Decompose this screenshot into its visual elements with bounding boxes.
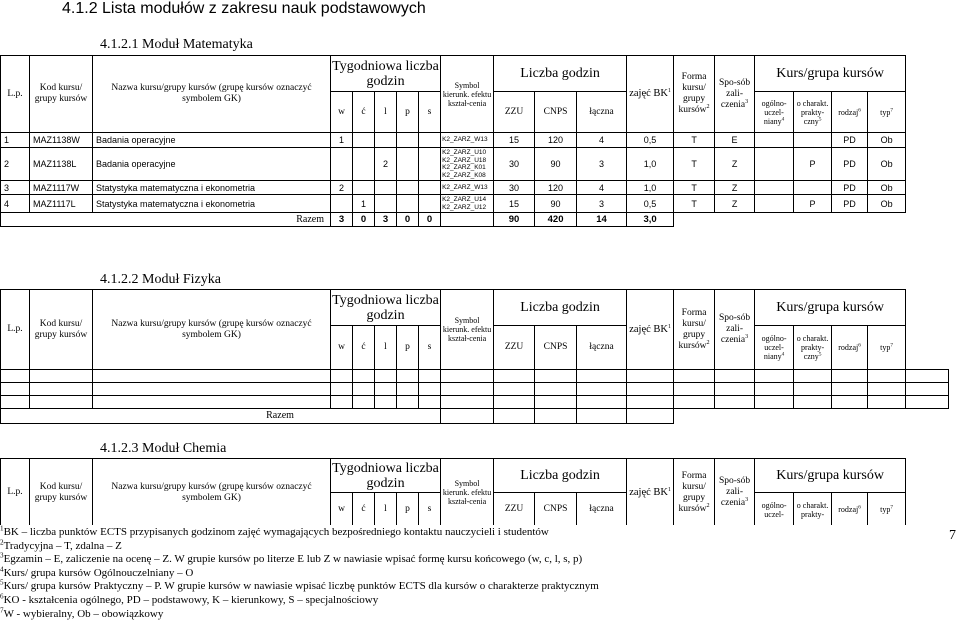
chem-header-kod: Kod kursu/ grupy kursów — [30, 459, 93, 527]
cell-p — [397, 195, 419, 213]
symbol-code: K2_ZARZ_U14 — [442, 196, 487, 203]
footnote — [0, 537, 599, 554]
module-title-matematyka: 4.1.2.1 Moduł Matematyka — [100, 37, 253, 52]
fiz-header-l: l — [375, 326, 397, 370]
razem-s: 0 — [419, 213, 441, 227]
cell-l — [375, 133, 397, 148]
cell-forma: T — [674, 133, 715, 148]
header-typ — [868, 92, 906, 133]
cell-cnps: 90 — [535, 148, 577, 181]
razem-c: 0 — [353, 213, 375, 227]
footnote — [0, 553, 599, 567]
cell-lp: 1 — [1, 133, 30, 148]
module-title-fizyka: 4.1.2.2 Moduł Fizyka — [100, 272, 221, 287]
fiz-header-p: p — [397, 326, 419, 370]
chem-sup-typ: 7 — [890, 504, 893, 511]
empty-cell — [30, 383, 93, 396]
cell-typ: Ob — [868, 133, 906, 148]
footnote-text: Kurs/ grupa kursów Ogólnouczelniany – O — [3, 566, 194, 579]
fiz-header-s: s — [419, 326, 441, 370]
fiz-header-w: w — [331, 326, 353, 370]
header-typ-label: typ — [880, 107, 891, 117]
footnote — [0, 580, 599, 594]
header-sposob-label: Spo-sób zali-czenia — [718, 77, 751, 110]
cell-symbol — [441, 148, 494, 181]
fiz-header-cnps: CNPS — [535, 326, 577, 370]
cell-l — [375, 181, 397, 195]
chem-header-symbol: Symbol kierunk. efektu kształ-cenia — [441, 459, 494, 527]
footnote-text: Egzamin – E, zaliczenie na ocenę – Z. W grupie kursów po literze E lub Z w nawiasie wpisać formę kursu końcowego (w, c, l, s, p) — [3, 553, 583, 566]
fiz-header-lp: L.p. — [1, 290, 30, 370]
empty-cell — [397, 396, 419, 409]
chem-header-charakt: o charakt. prakty- — [794, 493, 832, 527]
empty-cell — [577, 370, 627, 383]
footnote-marker: 5 — [0, 578, 4, 587]
sup-rodzaj: 6 — [858, 106, 861, 113]
empty-row — [1, 383, 949, 396]
fiz-header-zzu: ZZU — [494, 326, 535, 370]
chem-sup-rodzaj: 6 — [858, 504, 861, 511]
chem-header-zajec-label: zajęć BK — [629, 486, 668, 498]
razem-p: 0 — [397, 213, 419, 227]
empty-cell — [868, 396, 906, 409]
header-p: p — [397, 92, 419, 133]
header-l: l — [375, 92, 397, 133]
header-zzu: ZZU — [494, 92, 535, 133]
cell-l — [375, 195, 397, 213]
fiz-header-c: ć — [353, 326, 375, 370]
empty-cell — [535, 396, 577, 409]
cell-s — [419, 195, 441, 213]
chem-sup-bk: 1 — [667, 486, 671, 493]
footnote — [0, 605, 599, 621]
empty-cell — [906, 370, 949, 383]
chem-header-sposob-label: Spo-sób zali-czenia — [718, 476, 751, 509]
cell-ects: 0,5 — [627, 195, 674, 213]
cell-ogolno — [755, 195, 794, 213]
fiz-header-charakt — [794, 326, 832, 370]
cell-kod: MAZ1117W — [30, 181, 93, 195]
table-row — [1, 181, 949, 195]
matematyka-table — [0, 55, 949, 227]
cell-w: 2 — [331, 181, 353, 195]
cell-sposob: Z — [715, 195, 755, 213]
razem-symbol — [441, 213, 494, 227]
chem-header-ogolno: ogólno-uczel- — [755, 493, 794, 527]
cell-kod: MAZ1117L — [30, 195, 93, 213]
chem-header-typ — [868, 493, 906, 527]
razem-zzu: 90 — [494, 213, 535, 227]
footnote-marker: 4 — [0, 565, 4, 574]
cell-typ: Ob — [868, 181, 906, 195]
footnote-text: BK – liczba punktów ECTS przypisanych godzinom zajęć wymagających bezpośredniego kontaktu nauczycieli i studentów — [3, 526, 549, 538]
table-row — [1, 133, 949, 148]
empty-cell — [419, 370, 441, 383]
fiz-header-liczba-godzin: Liczba godzin — [494, 290, 627, 326]
cell-zzu: 30 — [494, 148, 535, 181]
chem-header-forma — [674, 459, 715, 527]
table-row — [1, 195, 949, 213]
sup-typ: 7 — [890, 106, 893, 113]
cell-cnps: 120 — [535, 181, 577, 195]
sup-sposob: 3 — [745, 98, 749, 105]
footnote-marker: 3 — [0, 551, 4, 560]
fiz-sup-typ: 7 — [890, 342, 893, 349]
fizyka-table — [0, 289, 949, 424]
cell-ogolno — [755, 181, 794, 195]
header-kurs-grupa: Kurs/grupa kursów — [755, 56, 906, 92]
fiz-header-rodzaj-label: rodzaj — [838, 343, 859, 352]
empty-cell — [627, 383, 674, 396]
empty-cell — [674, 383, 715, 396]
header-tygodniowa: Tygodniowa liczba godzin — [331, 56, 441, 92]
empty-cell — [93, 396, 331, 409]
header-symbol: Symbol kierunk. efektu kształ-cenia — [441, 56, 494, 133]
symbol-code: K2_ZARZ_U18 — [442, 156, 487, 164]
chem-sup-forma: 2 — [706, 502, 710, 509]
cell-laczna: 4 — [577, 133, 627, 148]
fiz-header-charakt-label: o charakt. prakty-czny — [796, 334, 829, 361]
fiz-header-ogolno-label: ogólno-uczel-niany — [761, 334, 787, 361]
table-row — [1, 148, 949, 181]
empty-cell — [375, 383, 397, 396]
chem-header-nazwa: Nazwa kursu/grupy kursów (grupę kursów oznaczyć symbolem GK) — [93, 459, 331, 527]
empty-cell — [755, 383, 794, 396]
fiz-sup-bk: 1 — [667, 323, 671, 330]
cell-rodzaj: PD — [832, 148, 868, 181]
empty-cell — [868, 370, 906, 383]
cell-zzu: 15 — [494, 133, 535, 148]
cell-ogolno — [755, 148, 794, 181]
chem-header-sposob — [715, 459, 755, 527]
empty-cell — [331, 370, 353, 383]
cell-nazwa: Statystyka matematyczna i ekonometria — [93, 181, 331, 195]
fiz-header-kurs-grupa: Kurs/grupa kursów — [755, 290, 906, 326]
cell-sposob: E — [715, 133, 755, 148]
sup-charakt: 5 — [818, 115, 822, 122]
empty-row — [1, 370, 949, 383]
header-w: w — [331, 92, 353, 133]
cell-kod: MAZ1138W — [30, 133, 93, 148]
cell-rodzaj: PD — [832, 133, 868, 148]
fiz-header-typ — [868, 326, 906, 370]
empty-cell — [353, 396, 375, 409]
footnotes — [0, 526, 599, 621]
symbol-code: K2_ZARZ_W13 — [442, 183, 488, 191]
chem-header-rodzaj-label: rodzaj — [838, 505, 859, 515]
fiz-header-laczna: łączna — [577, 326, 627, 370]
fiz-header-zajec-bk — [627, 290, 674, 370]
empty-cell — [494, 396, 535, 409]
empty-cell — [832, 383, 868, 396]
cell-p — [397, 133, 419, 148]
cell-cnps: 120 — [535, 133, 577, 148]
footnote-marker: 2 — [0, 537, 4, 546]
empty-cell — [535, 383, 577, 396]
cell-nazwa: Statystyka matematyczna i ekonometria — [93, 195, 331, 213]
empty-cell — [715, 370, 755, 383]
fiz-header-ogolno — [755, 326, 794, 370]
cell-ects: 1,0 — [627, 181, 674, 195]
fiz-header-nazwa: Nazwa kursu/grupy kursów (grupę kursów oznaczyć symbolem GK) — [93, 290, 331, 370]
header-kod: Kod kursu/ grupy kursów — [30, 56, 93, 133]
cell-c — [353, 148, 375, 181]
header-rodzaj — [832, 92, 868, 133]
razem-laczna: 14 — [577, 213, 627, 227]
cell-laczna: 4 — [577, 181, 627, 195]
razem-w: 3 — [331, 213, 353, 227]
empty-cell — [441, 370, 494, 383]
razem-label: Razem — [1, 213, 331, 227]
cell-zzu: 30 — [494, 181, 535, 195]
cell-l: 2 — [375, 148, 397, 181]
cell-forma: T — [674, 181, 715, 195]
footnote — [0, 594, 599, 608]
chem-header-laczna: łączna — [577, 493, 627, 527]
empty-cell — [441, 396, 494, 409]
fiz-header-typ-label: typ — [880, 343, 891, 352]
empty-cell — [494, 383, 535, 396]
cell-lp: 4 — [1, 195, 30, 213]
empty-cell — [30, 370, 93, 383]
empty-cell — [1, 383, 30, 396]
empty-cell — [331, 396, 353, 409]
empty-cell — [755, 396, 794, 409]
cell-symbol — [441, 133, 494, 148]
fiz-header-rodzaj — [832, 326, 868, 370]
cell-w — [331, 148, 353, 181]
cell-laczna: 3 — [577, 195, 627, 213]
empty-cell — [906, 396, 949, 409]
header-cnps: CNPS — [535, 92, 577, 133]
chem-header-forma-label: Forma kursu/ grupy kursów — [678, 470, 707, 514]
footnote — [0, 526, 599, 540]
empty-cell — [1, 396, 30, 409]
header-liczba-godzin: Liczba godzin — [494, 56, 627, 92]
empty-cell — [794, 383, 832, 396]
document-title: 4.1.2 Lista modułów z zakresu nauk podstawowych — [62, 0, 426, 17]
footnote — [0, 567, 599, 581]
fiz-header-zajec-label: zajęć BK — [629, 323, 668, 335]
empty-cell — [419, 396, 441, 409]
empty-cell — [441, 383, 494, 396]
cell-praktyczny: P — [794, 195, 832, 213]
empty-cell — [397, 383, 419, 396]
chem-header-c: ć — [353, 493, 375, 527]
chemia-table — [0, 458, 949, 527]
symbol-code: K2_ZARZ_K08 — [442, 171, 486, 179]
empty-cell — [353, 383, 375, 396]
empty-cell — [397, 370, 419, 383]
footnote-text: Kurs/ grupa kursów Praktyczny – P. W grupie kursów w nawiasie wpisać liczbę punktów ECTS dla kursów o charakterze praktycznym — [3, 580, 599, 593]
fiz-sup-forma: 2 — [706, 339, 710, 346]
empty-cell — [353, 370, 375, 383]
cell-rodzaj: PD — [832, 181, 868, 195]
empty-cell — [674, 370, 715, 383]
empty-cell — [627, 370, 674, 383]
chem-header-s: s — [419, 493, 441, 527]
cell-s — [419, 148, 441, 181]
footnote-marker: 1 — [0, 524, 4, 533]
cell-kod: MAZ1138L — [30, 148, 93, 181]
fiz-sup-charakt: 5 — [818, 351, 822, 358]
fiz-header-kod: Kod kursu/ grupy kursów — [30, 290, 93, 370]
cell-nazwa: Badania operacyjne — [93, 133, 331, 148]
header-zajec-bk — [627, 56, 674, 133]
header-sposob — [715, 56, 755, 133]
razem-cnps: 420 — [535, 213, 577, 227]
cell-c: 1 — [353, 195, 375, 213]
empty-cell — [832, 370, 868, 383]
cell-p — [397, 148, 419, 181]
header-lp: L.p. — [1, 56, 30, 133]
sup-bk: 1 — [667, 88, 671, 94]
empty-cell — [674, 396, 715, 409]
chem-header-lp: L.p. — [1, 459, 30, 527]
footnote-text: Tradycyjna – T, zdalna – Z — [3, 539, 122, 552]
fiz-header-tygodniowa: Tygodniowa liczba godzin — [331, 290, 441, 326]
empty-cell — [30, 396, 93, 409]
header-forma — [674, 56, 715, 133]
cell-sposob: Z — [715, 181, 755, 195]
header-ogolno-label: ogólno-uczel-niany — [761, 98, 787, 126]
symbol-code: K2_ZARZ_U12 — [442, 203, 487, 211]
fiz-sup-sposob: 3 — [745, 333, 749, 340]
cell-typ: Ob — [868, 195, 906, 213]
cell-typ: Ob — [868, 148, 906, 181]
empty-cell — [419, 383, 441, 396]
header-zajec-label: zajęć BK — [629, 88, 668, 99]
chem-sup-sposob: 3 — [745, 497, 749, 504]
cell-s — [419, 181, 441, 195]
fiz-header-forma-label: Forma kursu/ grupy kursów — [678, 307, 707, 351]
chem-header-zajec-bk — [627, 459, 674, 527]
fiz-sup-rodzaj: 6 — [858, 342, 861, 349]
cell-praktyczny — [794, 133, 832, 148]
header-laczna: łączna — [577, 92, 627, 133]
header-rodzaj-label: rodzaj — [838, 107, 859, 117]
cell-nazwa: Badania operacyjne — [93, 148, 331, 181]
razem-l: 3 — [375, 213, 397, 227]
empty-cell — [794, 370, 832, 383]
chem-header-kurs-grupa: Kurs/grupa kursów — [755, 459, 906, 493]
fiz-header-sposob-label: Spo-sób zali-czenia — [718, 313, 751, 345]
chem-header-l: l — [375, 493, 397, 527]
footnote-marker: 6 — [0, 592, 4, 601]
header-c: ć — [353, 92, 375, 133]
chem-header-typ-label: typ — [880, 505, 891, 515]
header-ogolno — [755, 92, 794, 133]
cell-s — [419, 133, 441, 148]
cell-p — [397, 181, 419, 195]
chem-header-liczba-godzin: Liczba godzin — [494, 459, 627, 493]
cell-symbol — [441, 181, 494, 195]
symbol-code: K2_ZARZ_U10 — [442, 149, 487, 156]
symbol-code: K2_ZARZ_W13 — [442, 136, 488, 144]
header-charakt — [794, 92, 832, 133]
empty-cell — [832, 396, 868, 409]
empty-cell — [375, 396, 397, 409]
chem-header-cnps: CNPS — [535, 493, 577, 527]
empty-cell — [535, 370, 577, 383]
fiz-sup-ogolno: 4 — [781, 351, 785, 358]
cell-sposob: Z — [715, 148, 755, 181]
header-charakt-label: o charakt. prakty-czny — [796, 98, 829, 126]
empty-cell — [93, 370, 331, 383]
header-s: s — [419, 92, 441, 133]
cell-lp: 3 — [1, 181, 30, 195]
razem-ects: 3,0 — [627, 213, 674, 227]
cell-rodzaj: PD — [832, 195, 868, 213]
cell-forma: T — [674, 195, 715, 213]
empty-cell — [331, 383, 353, 396]
cell-forma: T — [674, 148, 715, 181]
empty-cell — [93, 383, 331, 396]
empty-row — [1, 396, 949, 409]
cell-laczna: 3 — [577, 148, 627, 181]
symbol-code: K2_ZARZ_K01 — [442, 164, 486, 171]
footnote-text: W - wybieralny, Ob – obowiązkowy — [3, 607, 164, 620]
empty-cell — [755, 370, 794, 383]
empty-cell — [794, 396, 832, 409]
fiz-header-sposob — [715, 290, 755, 370]
header-forma-label: Forma kursu/ grupy kursów — [678, 72, 707, 115]
chem-header-p: p — [397, 493, 419, 527]
sup-forma: 2 — [706, 103, 710, 110]
empty-cell — [715, 383, 755, 396]
cell-praktyczny — [794, 181, 832, 195]
fiz-razem-label: Razem — [1, 409, 441, 424]
cell-w — [331, 195, 353, 213]
header-nazwa: Nazwa kursu/grupy kursów (grupę kursów oznaczyć symbolem GK) — [93, 56, 331, 133]
empty-cell — [715, 396, 755, 409]
footnote-text: KO - kształcenia ogólnego, PD – podstawowy, K – kierunkowy, S – specjalnościowy — [3, 593, 379, 606]
cell-ogolno — [755, 133, 794, 148]
fiz-header-forma — [674, 290, 715, 370]
footnote-marker: 7 — [0, 605, 4, 614]
cell-symbol — [441, 195, 494, 213]
chem-header-tygodniowa: Tygodniowa liczba godzin — [332, 460, 439, 491]
empty-cell — [868, 383, 906, 396]
cell-lp: 2 — [1, 148, 30, 181]
empty-cell — [375, 370, 397, 383]
fiz-razem-cell — [441, 409, 494, 424]
fiz-header-symbol: Symbol kierunk. efektu kształ-cenia — [441, 290, 494, 370]
cell-c — [353, 133, 375, 148]
page-number: 7 — [949, 528, 956, 543]
empty-cell — [627, 396, 674, 409]
cell-c — [353, 181, 375, 195]
cell-w: 1 — [331, 133, 353, 148]
cell-ects: 0,5 — [627, 133, 674, 148]
cell-cnps: 90 — [535, 195, 577, 213]
empty-cell — [494, 370, 535, 383]
empty-cell — [577, 383, 627, 396]
chem-header-rodzaj — [832, 493, 868, 527]
module-title-chemia: 4.1.2.3 Moduł Chemia — [100, 441, 227, 456]
empty-cell — [1, 370, 30, 383]
empty-cell — [577, 396, 627, 409]
cell-zzu: 15 — [494, 195, 535, 213]
cell-ects: 1,0 — [627, 148, 674, 181]
empty-cell — [906, 383, 949, 396]
chem-header-zzu: ZZU — [494, 493, 535, 527]
chem-header-w: w — [331, 493, 353, 527]
cell-praktyczny: P — [794, 148, 832, 181]
sup-ogolno: 4 — [781, 115, 785, 122]
